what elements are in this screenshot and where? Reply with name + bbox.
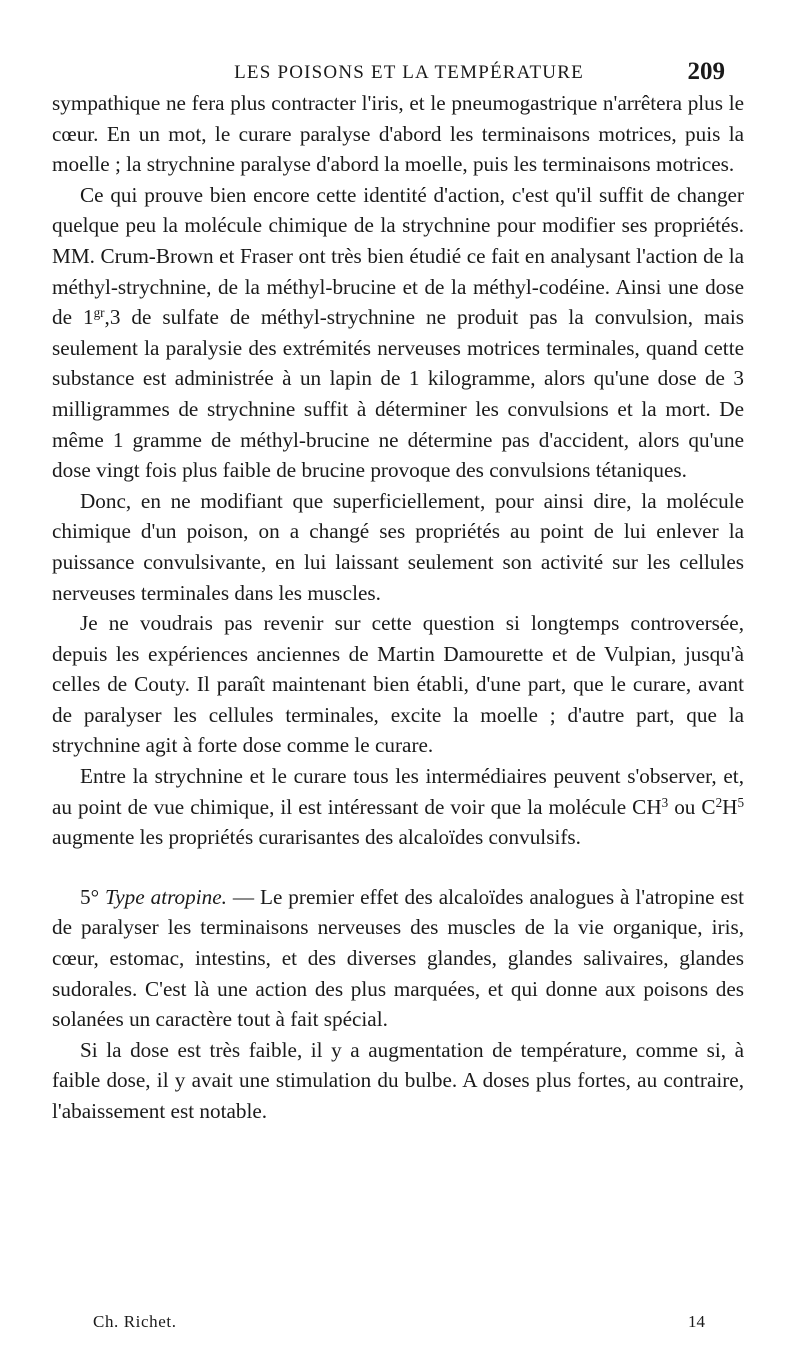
text-run: ou C [668,794,716,819]
running-title: LES POISONS ET LA TEMPÉRATURE [234,62,584,83]
text-run: Entre la strychnine et le curare tous les intermédiaires peuvent s'observer, et, au point de vue chimique, il est intéressant de voir que la molécule CH [52,764,744,819]
signature-mark: 14 [688,1312,705,1331]
superscript: 5 [737,794,744,810]
paragraph [52,180,744,486]
text-run: augmente les propriétés curarisantes des alcaloïdes convulsifs. [52,825,581,850]
page-number: 209 [687,58,725,85]
superscript: gr [93,304,105,320]
text-run: Donc, en ne modifiant que superficiellement, pour ainsi dire, la molécule chimique d'un poison, on a changé ses propriétés au point de lui enlever la puissance convulsivante, en lui laissant seulement son activité sur les cellules nerveuses terminales dans les muscles. [52,488,744,605]
superscript: 2 [715,794,723,810]
section-heading: Type atropine. [105,884,227,909]
paragraph [52,608,744,761]
footer-author: Ch. Richet. [93,1312,177,1331]
text-run: sympathique ne fera plus contracter l'iris, et le pneumogastrique n'arrêtera plus le cœur. En un mot, le curare paralyse d'abord les terminaisons motrices, puis la moelle ; la strychnine paralyse d'abord la moelle, puis les terminaisons motrices. [52,91,744,177]
body-text [52,88,744,1127]
paragraph [52,761,744,853]
paragraph [52,882,744,1035]
paragraph [52,486,744,608]
text-run: Ce qui prouve bien encore cette identité d'action, c'est qu'il suffit de changer quelque peu la molécule chimique de la strychnine pour modifier ses propriétés. MM. Crum-Brown et Fraser ont très bien étudié ce fait en analysant l'action de la méthyl-strychnine, de la méthyl-brucine et de la méthyl-codéine. Ainsi une dose de 1 [52,182,744,330]
superscript: 3 [661,794,669,810]
running-header [93,58,725,88]
text-run: Je ne voudrais pas revenir sur cette question si longtemps controversée, depuis les expériences anciennes de Martin Damourette et de Vulpian, jusqu'à celles de Couty. Il paraît maintenant bien établi, d'une part, que le curare, avant de paralyser les cellules terminales, excite la moelle ; d'autre part, que la strychnine agit à forte dose comme le curare. [52,611,744,758]
text-run: Si la dose est très faible, il y a augmentation de température, comme si, à faible dose, il y avait une stimulation du bulbe. A doses plus fortes, au contraire, l'abaissement est notable. [52,1037,744,1123]
paragraph [52,88,744,180]
paragraph [52,1035,744,1127]
text-run: H [722,794,738,819]
text-run: ,3 de sulfate de méthyl-strychnine ne produit pas la convulsion, mais seulement la paralysie des extrémités nerveuses motrices terminales, quand cette substance est administrée à un lapin de 1 kilogramme, alors qu'une dose de 3 milligrammes de strychnine suffit à déterminer les convulsions et la mort. De même 1 gramme de méthyl-brucine ne détermine pas d'accident, alors qu'une dose vingt fois plus faible de brucine provoque des convulsions tétaniques. [52,305,744,483]
text-run: — Le premier effet des alcaloïdes analogues à l'atropine est de paralyser les terminaisons nerveuses des muscles de la vie organique, iris, cœur, estomac, intestins, et des diverses glandes, glandes salivaires, glandes sudorales. C'est là une action des plus marquées, et qui donne aux poisons des solanées un caractère tout à fait spécial. [52,884,744,1032]
text-run: 5° [80,884,106,909]
